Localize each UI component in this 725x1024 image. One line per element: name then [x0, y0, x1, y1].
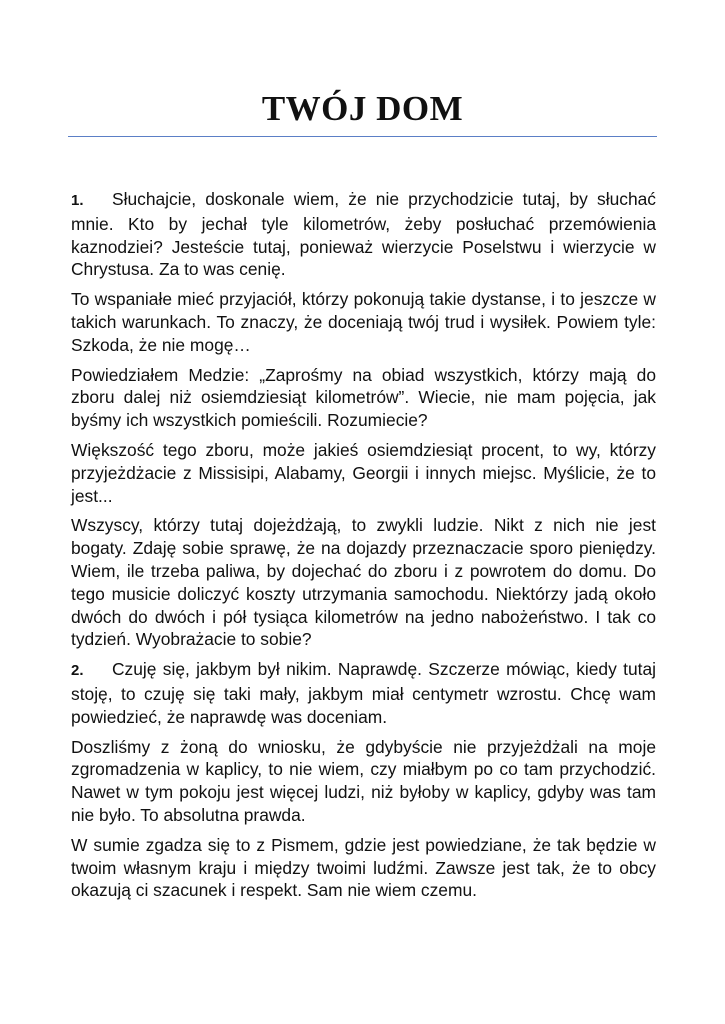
- page-title: TWÓJ DOM: [261, 89, 464, 128]
- paragraph-text: W sumie zgadza się to z Pismem, gdzie jest powiedziane, że tak będzie w twoim własnym kraju i między twoimi ludźmi. Zawsze jest tak, że to obcy okazują ci szacunek i respekt. Sam nie wiem czemu.: [71, 834, 656, 901]
- paragraph-text: To wspaniałe mieć przyjaciół, którzy pokonują takie dystanse, i to jeszcze w takich warunkach. To znaczy, że doceniają twój trud i wysiłek. Powiem tyle: Szkoda, że nie mogę…: [71, 289, 656, 355]
- paragraph-5: [71, 514, 656, 651]
- paragraph-text: Doszliśmy z żoną do wniosku, że gdybyście nie przyjeżdżali na moje zgromadzenia w kaplicy, to nie wiem, czy miałbym po co tam przychodzić. Nawet w tym pokoju jest więcej ludzi, niż byłoby w kaplicy, gdyby was tam nie było. To absolutna prawda.: [71, 736, 656, 825]
- title-divider: [68, 136, 657, 137]
- paragraph-text: Powiedziałem Medzie: „Zaprośmy na obiad wszystkich, którzy mają do zboru dalej niż osiemdziesiąt kilometrów”. Wiecie, nie mam pojęcia, jak byśmy ich wszystkich pomieścili. Rozumiecie?: [71, 364, 656, 431]
- document-body: [71, 188, 656, 909]
- paragraph-text: Większość tego zboru, może jakieś osiemdziesiąt procent, to wy, którzy przyjeżdżacie z Missisipi, Alabamy, Georgii i innych miejsc. Myślicie, że to jest...: [71, 439, 656, 506]
- paragraph-8: [71, 834, 656, 902]
- paragraph-4: [71, 439, 656, 507]
- paragraph-number: 1.: [71, 192, 84, 209]
- paragraph-6: [71, 658, 656, 728]
- paragraph-text: Wszyscy, którzy tutaj dojeżdżają, to zwykli ludzie. Nikt z nich nie jest bogaty. Zdaję sobie sprawę, że na dojazdy przeznaczacie sporo pieniędzy. Wiem, ile trzeba paliwa, by dojechać do zboru i z powrotem do domu. Do tego musicie doliczyć koszty utrzymania samochodu. Niektórzy jadą około dwóch do dwóch i pół tysiąca kilometrów na jedno nabożeństwo. I tak co tydzień. Wyobrażacie to sobie?: [71, 515, 656, 650]
- paragraph-3: [71, 364, 656, 432]
- paragraph-text: Słuchajcie, doskonale wiem, że nie przychodzicie tutaj, by słuchać mnie. Kto by jechał tyle kilometrów, żeby posłuchać przemówienia kaznodziei? Jesteście tutaj, ponieważ wierzycie Poselstwu i wierzycie w Chrystusa. Za to was cenię.: [71, 189, 656, 280]
- paragraph-text: Czuję się, jakbym był nikim. Naprawdę. Szczerze mówiąc, kiedy tutaj stoję, to czuję się taki mały, jakbym miał centymetr wzrostu. Chcę wam powiedzieć, że naprawdę was doceniam.: [71, 659, 656, 727]
- paragraph-7: [71, 736, 656, 827]
- paragraph-number: 2.: [71, 662, 84, 680]
- paragraph-1: [71, 188, 656, 281]
- paragraph-2: [71, 288, 656, 356]
